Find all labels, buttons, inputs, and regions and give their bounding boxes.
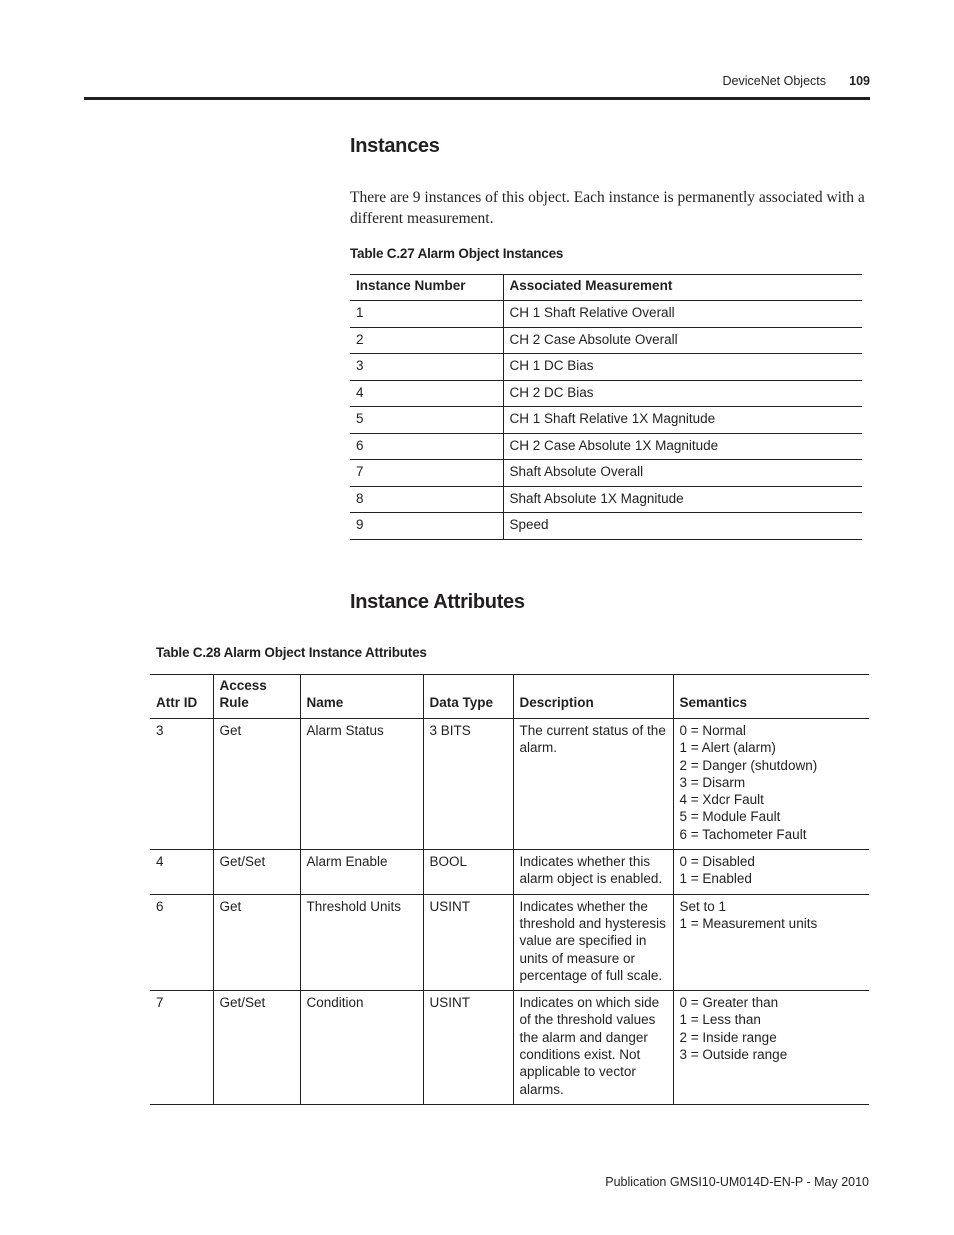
table-cell: 6 — [350, 433, 503, 460]
table-cell: Indicates on which side of the threshold values the alarm and danger conditions exist. Not applicable to vector alarms. — [513, 991, 673, 1105]
table-row — [350, 486, 862, 513]
table-caption-attributes: Table C.28 Alarm Object Instance Attributes — [156, 645, 427, 660]
column-header: Attr ID — [150, 675, 213, 719]
table-row — [350, 380, 862, 407]
table-cell: 0 = Normal 1 = Alert (alarm) 2 = Danger (shutdown) 3 = Disarm 4 = Xdcr Fault 5 = Module Fault 6 = Tachometer Fault — [673, 719, 869, 850]
table-row — [350, 513, 862, 540]
running-header-section: DeviceNet Objects — [722, 74, 826, 88]
section-heading-instance-attributes: Instance Attributes — [350, 591, 525, 613]
table-cell: 7 — [150, 991, 213, 1105]
intro-paragraph: There are 9 instances of this object. Each instance is permanently associated with a different measurement. — [350, 189, 865, 227]
table-cell: Speed — [503, 513, 862, 540]
table-row — [350, 433, 862, 460]
table-row — [150, 894, 869, 990]
table-cell: Get/Set — [213, 991, 300, 1105]
table-row — [350, 327, 862, 354]
table-cell: Set to 1 1 = Measurement units — [673, 894, 869, 990]
column-header: Instance Number — [350, 275, 503, 301]
table-cell: 1 — [350, 301, 503, 328]
table-cell: CH 2 Case Absolute Overall — [503, 327, 862, 354]
table-cell: Threshold Units — [300, 894, 423, 990]
column-header: Name — [300, 675, 423, 719]
table-cell: Get — [213, 719, 300, 850]
table-cell: 3 BITS — [423, 719, 513, 850]
table-cell: 5 — [350, 407, 503, 434]
table-cell: Alarm Enable — [300, 850, 423, 895]
table-cell: The current status of the alarm. — [513, 719, 673, 850]
table-cell: Indicates whether the threshold and hysteresis value are specified in units of measure or percentage of full scale. — [513, 894, 673, 990]
table-header-row — [150, 675, 869, 719]
table-row — [150, 991, 869, 1105]
table-cell: Shaft Absolute 1X Magnitude — [503, 486, 862, 513]
table-cell: 2 — [350, 327, 503, 354]
column-header: Semantics — [673, 675, 869, 719]
table-cell: 3 — [150, 719, 213, 850]
table-cell: 8 — [350, 486, 503, 513]
table-cell: 0 = Disabled 1 = Enabled — [673, 850, 869, 895]
table-cell: 4 — [350, 380, 503, 407]
publication-footer: Publication GMSI10-UM014D-EN-P - May 2010 — [605, 1175, 869, 1189]
table-cell: 4 — [150, 850, 213, 895]
header-rule — [84, 97, 870, 100]
table-cell: 7 — [350, 460, 503, 487]
table-cell: 0 = Greater than 1 = Less than 2 = Inside range 3 = Outside range — [673, 991, 869, 1105]
attributes-table — [150, 674, 869, 1105]
table-cell: Shaft Absolute Overall — [503, 460, 862, 487]
table-cell: USINT — [423, 991, 513, 1105]
table-cell: Indicates whether this alarm object is enabled. — [513, 850, 673, 895]
table-header-row — [350, 275, 862, 301]
table-row — [150, 719, 869, 850]
table-cell: CH 1 Shaft Relative 1X Magnitude — [503, 407, 862, 434]
table-row — [350, 407, 862, 434]
table-cell: 9 — [350, 513, 503, 540]
table-cell: Get — [213, 894, 300, 990]
table-cell: Alarm Status — [300, 719, 423, 850]
table-cell: CH 1 DC Bias — [503, 354, 862, 381]
table-cell: Get/Set — [213, 850, 300, 895]
column-header: Associated Measurement — [503, 275, 862, 301]
table-cell: 6 — [150, 894, 213, 990]
column-header: Data Type — [423, 675, 513, 719]
table-cell: 3 — [350, 354, 503, 381]
table-cell: BOOL — [423, 850, 513, 895]
page-number: 109 — [849, 74, 870, 88]
instances-table — [350, 274, 862, 540]
table-cell: CH 1 Shaft Relative Overall — [503, 301, 862, 328]
table-cell: CH 2 Case Absolute 1X Magnitude — [503, 433, 862, 460]
table-caption-instances: Table C.27 Alarm Object Instances — [350, 246, 564, 261]
table-row — [150, 850, 869, 895]
table-cell: USINT — [423, 894, 513, 990]
section-heading-instances: Instances — [350, 135, 440, 157]
table-row — [350, 460, 862, 487]
table-cell: CH 2 DC Bias — [503, 380, 862, 407]
table-row — [350, 354, 862, 381]
table-row — [350, 301, 862, 328]
table-cell: Condition — [300, 991, 423, 1105]
column-header: Description — [513, 675, 673, 719]
column-header: Access Rule — [213, 675, 300, 719]
